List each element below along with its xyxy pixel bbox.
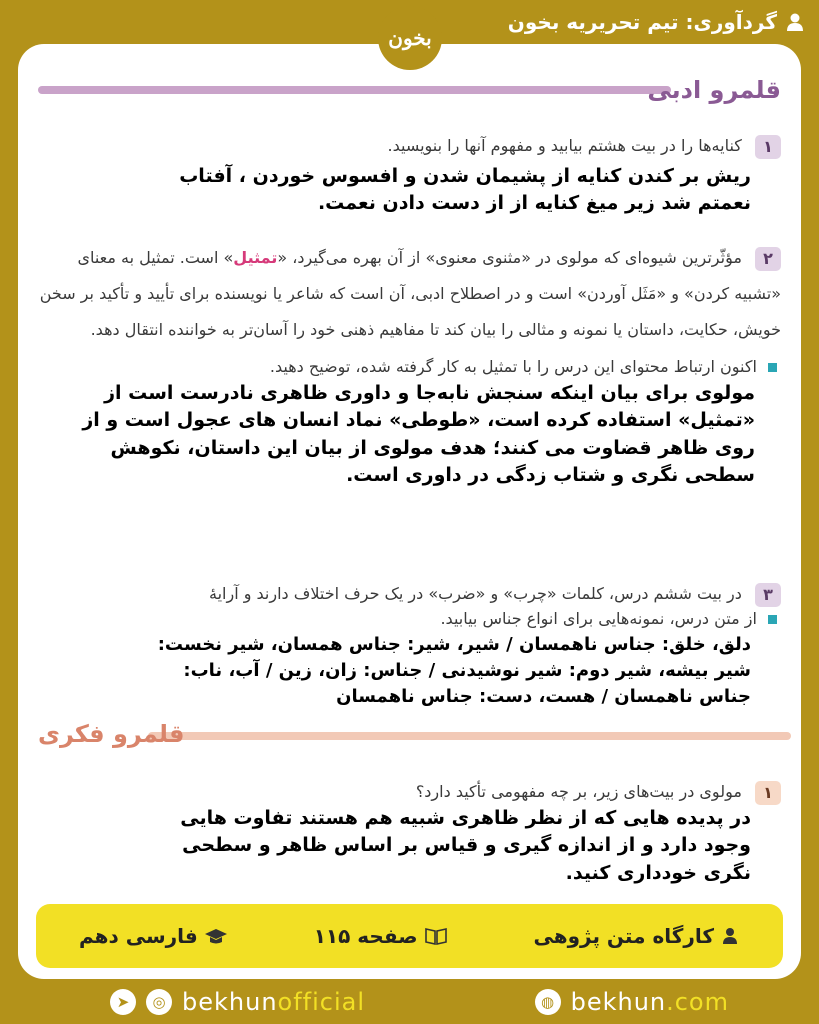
question-3	[34, 582, 781, 710]
question-text: کنایه‌ها را در بیت هشتم بیابید و مفهوم آنها را بنویسید.	[387, 136, 742, 155]
brand-logo: بخون	[378, 6, 442, 70]
question-number: ۱	[755, 135, 781, 159]
literary-section-line	[38, 86, 671, 94]
question-text: مؤثّرترین شیوه‌ای که مولوی در «مثنوی معنوی» از آن بهره می‌گیرد، «	[277, 248, 742, 267]
credit-text: گردآوری: تیم تحریریه بخون	[507, 10, 777, 34]
definition-paragraph: تمثیل به معنای «تشبیه کردن» و «مَثَل آوردن» است و در اصطلاح ادبی، آن است که شاعر یا نویسنده برای تأیید و تأکید بر سخن خویش، حکایت، داستان یا نمونه و مثالی را بیان کند تا مفاهیم ذهنی خود را آسان‌تر به خواننده انتقال دهد.	[39, 248, 781, 339]
user-icon	[785, 12, 805, 32]
sub-question: از متن درس، نمونه‌هایی برای انواع جناس بیابید.	[34, 607, 777, 632]
intellectual-section-title: قلمرو فکری	[38, 720, 185, 748]
social-handle[interactable]: ➤ ◎ bekhunofficial	[110, 988, 365, 1016]
telegram-icon[interactable]: ➤	[110, 989, 136, 1015]
question-number: ۱	[755, 781, 781, 805]
question-number: ۳	[755, 583, 781, 607]
lesson-info-bar	[36, 904, 783, 968]
credit	[508, 10, 805, 34]
question-2	[34, 240, 781, 490]
book-item: فارسی دهم	[79, 924, 228, 948]
website-link[interactable]: ◍ bekhun.com	[535, 988, 729, 1016]
graduation-cap-icon	[204, 926, 228, 946]
page-item: صفحه ۱۱۵	[314, 924, 448, 948]
person-icon	[720, 926, 740, 946]
globe-icon: ◍	[535, 989, 561, 1015]
highlight-term: تمثیل	[233, 248, 278, 267]
question-1	[34, 134, 781, 218]
question-4	[34, 780, 781, 887]
literary-section-title: قلمرو ادبی	[647, 76, 781, 104]
topic-item: کارگاه متن پژوهی	[533, 924, 740, 948]
question-number: ۲	[755, 247, 781, 271]
question-text: در بیت ششم درس، کلمات «چرب» و «ضرب» در یک حرف اختلاف دارند و آرایهٔ	[208, 584, 742, 603]
bullet-icon	[768, 363, 777, 372]
sub-question: اکنون ارتباط محتوای این درس را با تمثیل به کار گرفته شده، توضیح دهید.	[34, 354, 777, 380]
answer-text: دلق، خلق: جناس ناهمسان / شیر، شیر: جناس همسان، شیر نخست: شیر بیشه، شیر دوم: شیر نوشیدنی / جناس: زان، زین / آب، ناب: جناس ناهمسان / هست، دست: جناس ناهمسان	[157, 633, 751, 707]
answer-text: مولوی برای بیان اینکه سنجش نابه‌جا و داوری ظاهری نادرست است از «تمثیل» استفاده کرده است، «طوطی» نماد انسان های عجول است و از روی ظاهر قضاوت می کنند؛ هدف مولوی از بیان این داستان، نکوهش سطحی نگری و شتاب زدگی در داوری است.	[82, 381, 755, 487]
instagram-icon[interactable]: ◎	[146, 989, 172, 1015]
answer-text: ریش بر کندن کنایه از پشیمان شدن و افسوس خوردن ، آفتاب نعمتم شد زیر میغ کنایه از از دست دادن نعمت.	[179, 164, 751, 215]
intellectual-section-line	[148, 732, 791, 740]
question-text-end: » است.	[179, 248, 234, 267]
answer-text: در پدیده هایی که از نظر ظاهری شبیه هم هستند تفاوت هایی وجود دارد و از اندازه گیری و قیاس بر اساس ظاهر و سطحی نگری خودداری کنید.	[180, 806, 751, 884]
question-text: مولوی در بیت‌های زیر، بر چه مفهومی تأکید دارد؟	[415, 782, 742, 801]
content-card	[18, 44, 801, 979]
book-icon	[424, 926, 448, 946]
bullet-icon	[768, 615, 777, 624]
footer	[0, 979, 819, 1024]
